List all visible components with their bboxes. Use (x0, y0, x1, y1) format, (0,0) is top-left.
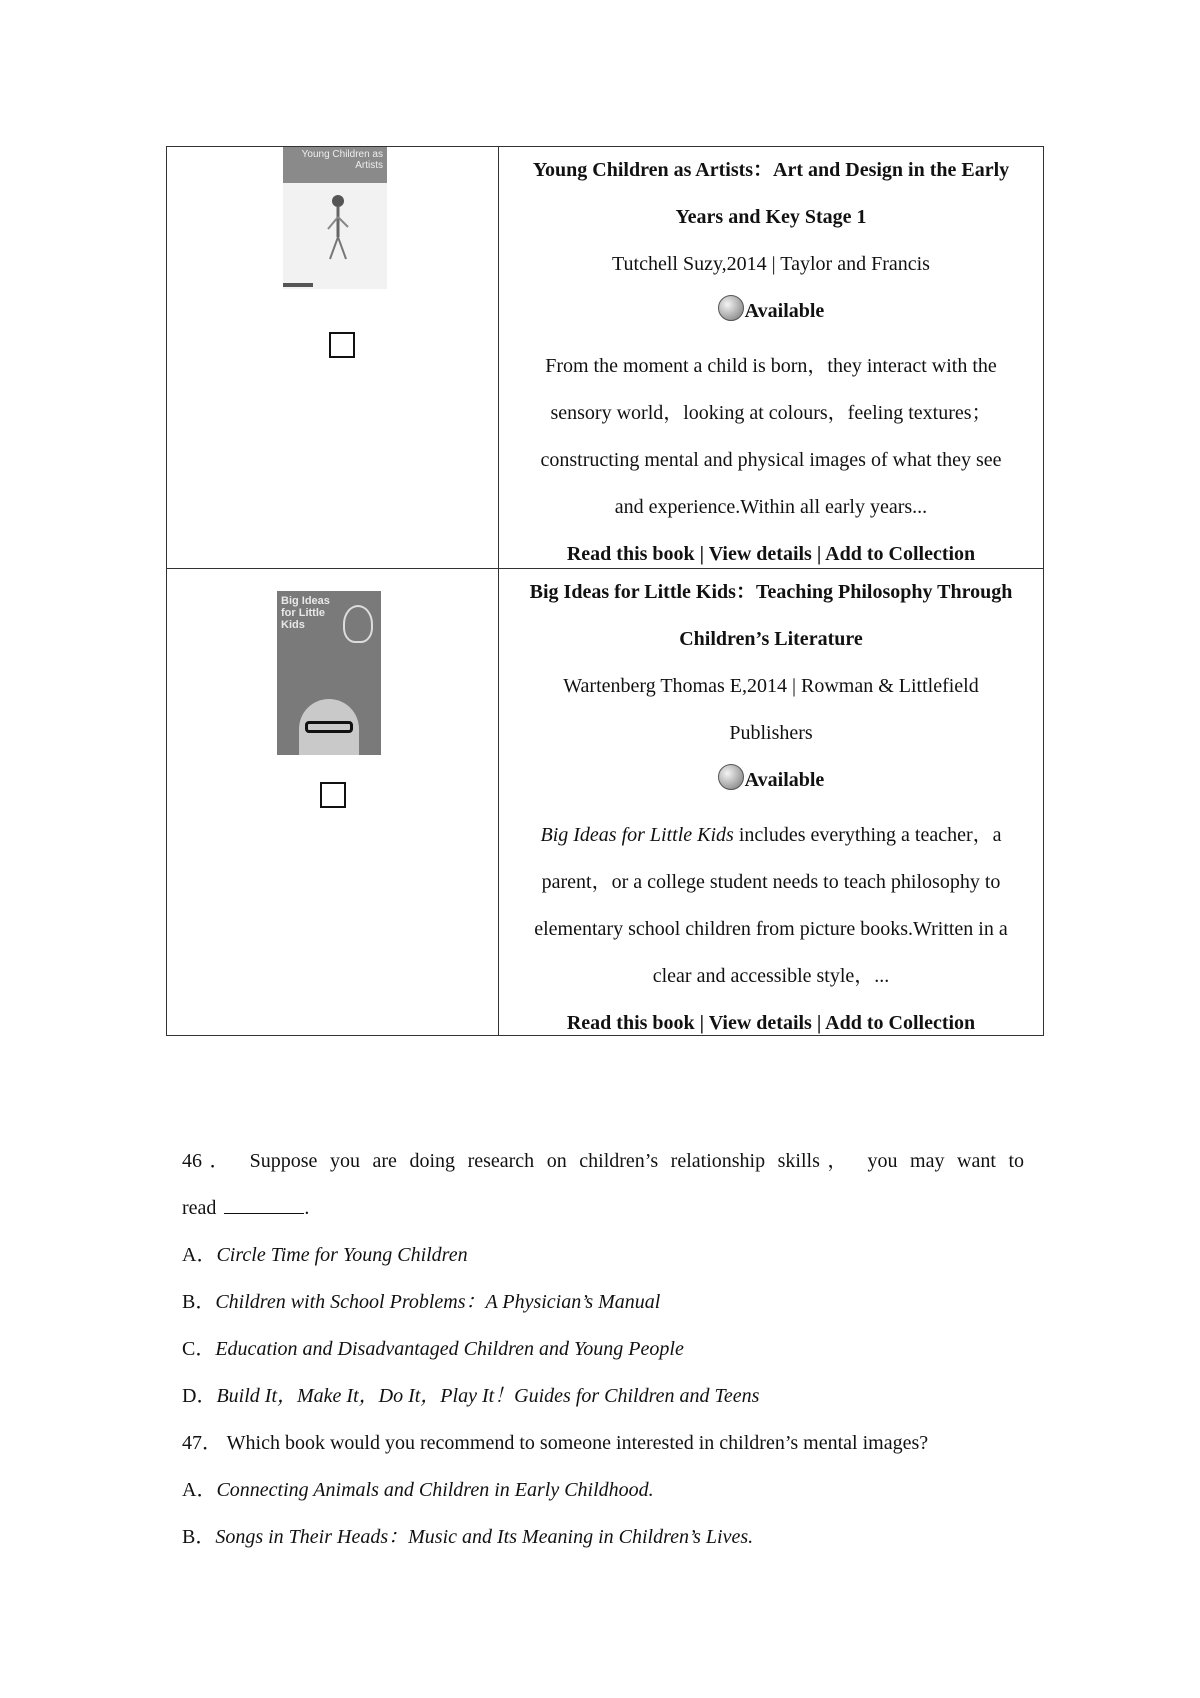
cover-title-text: Young Children as Artists (283, 147, 387, 183)
book-title[interactable]: Young Children as Artists：Art and Design in the Early Years and Key Stage 1 (532, 159, 1010, 228)
book-results-table (166, 146, 1044, 1036)
book-cover-image[interactable] (277, 591, 381, 755)
select-book-checkbox[interactable] (320, 782, 346, 808)
availability-circle-icon (718, 295, 744, 321)
book-thumb-cell (167, 569, 499, 1035)
question-stem-continued: read . (182, 1185, 1024, 1232)
read-book-link[interactable]: Read this book (566, 542, 695, 565)
option-b[interactable]: B．Songs in Their Heads：Music and Its Meaning in Children’s Lives. (182, 1526, 754, 1548)
lightbulb-icon (343, 605, 373, 643)
cover-title-text: Big Ideas for Little Kids (281, 595, 330, 631)
book-author-publisher: Tutchell Suzy,2014 | Taylor and Francis (612, 253, 930, 275)
book-actions: Read this book | View details | Add to Collection (566, 542, 976, 565)
book-cover-image[interactable] (283, 147, 387, 289)
view-details-link[interactable]: View details (708, 542, 812, 565)
book-row (167, 569, 1043, 1035)
question-46 (182, 1138, 1024, 1420)
book-row (167, 147, 1043, 569)
book-description: Big Ideas for Little Kids includes everything a teacher，a parent，or a college student needs to teach philosophy to elementary school children from picture books.Written in a clear and accessible style，... (534, 823, 1008, 987)
answer-blank (224, 1191, 304, 1214)
read-book-link[interactable]: Read this book (566, 1011, 695, 1034)
view-details-link[interactable]: View details (708, 1011, 812, 1034)
book-thumb-cell (167, 147, 499, 568)
add-to-collection-link[interactable]: Add to Collection (825, 542, 976, 565)
book-title[interactable]: Big Ideas for Little Kids：Teaching Philosophy Through Children’s Literature (529, 581, 1013, 650)
book-description: From the moment a child is born，they interact with the sensory world，looking at colours，feeling textures； constructing mental and physical images of what they see and experience.Within all early years... (540, 354, 1002, 518)
availability-circle-icon (718, 764, 744, 790)
availability-status: Available (718, 288, 825, 335)
select-book-checkbox[interactable] (329, 332, 355, 358)
option-a[interactable]: A．Circle Time for Young Children (182, 1244, 468, 1266)
add-to-collection-link[interactable]: Add to Collection (825, 1011, 976, 1034)
option-c[interactable]: C．Education and Disadvantaged Children and Young People (182, 1338, 684, 1360)
book-author-publisher: Wartenberg Thomas E,2014 | Rowman & Littlefield Publishers (563, 675, 979, 744)
glasses-icon (305, 721, 353, 733)
question-47 (182, 1420, 1024, 1561)
option-a[interactable]: A．Connecting Animals and Children in Early Childhood. (182, 1479, 654, 1501)
book-info-cell (499, 569, 1043, 1035)
questions-section (182, 1138, 1024, 1561)
book-actions: Read this book | View details | Add to Collection (566, 1011, 976, 1034)
question-stem: 47． Which book would you recommend to someone interested in children’s mental images? (182, 1432, 929, 1454)
book-info-cell (499, 147, 1043, 568)
question-stem: 46． Suppose you are doing research on children’s relationship skills， you may want to (182, 1150, 1025, 1172)
option-d[interactable]: D．Build It，Make It，Do It，Play It！Guides for Children and Teens (182, 1385, 760, 1407)
availability-status: Available (718, 757, 825, 804)
cover-illustration-icon (325, 193, 351, 263)
option-b[interactable]: B．Children with School Problems：A Physician’s Manual (182, 1291, 661, 1313)
